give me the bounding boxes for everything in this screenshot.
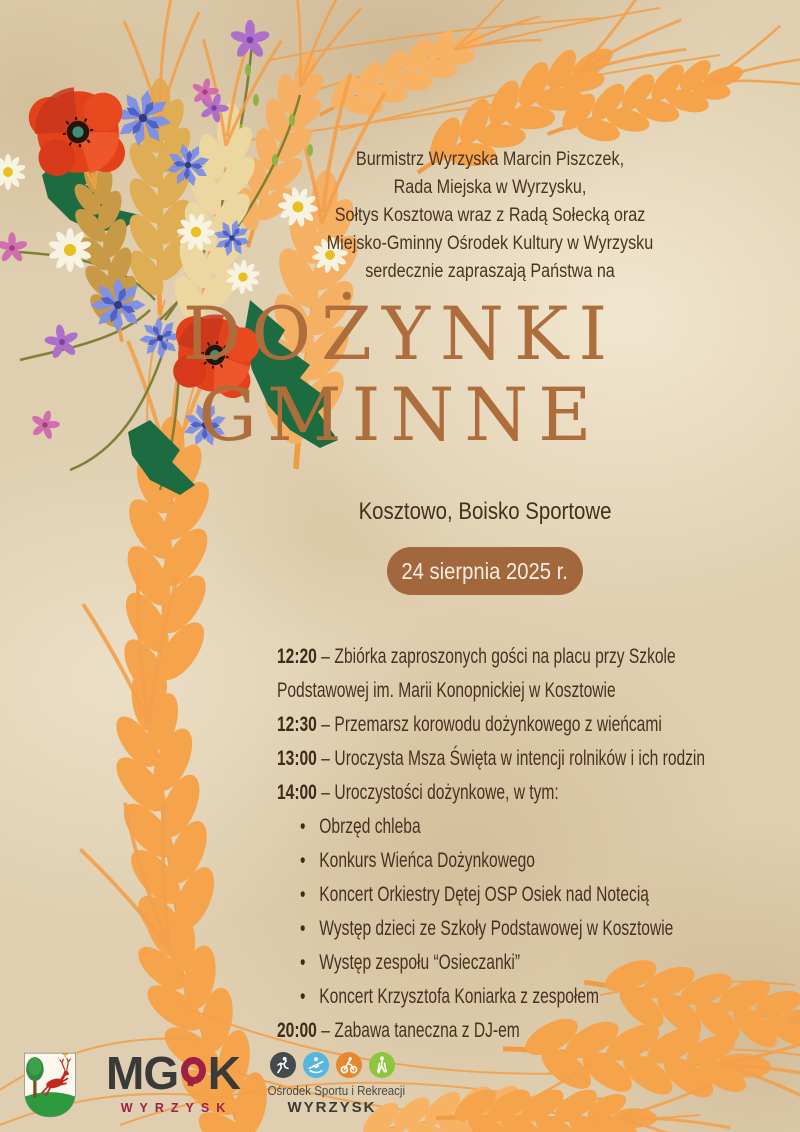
dash-separator: – xyxy=(321,781,330,804)
osir-sport-icons xyxy=(262,1052,402,1078)
schedule-text: Koncert Orkiestry Dętej OSP Osiek nad Notecią xyxy=(319,883,649,906)
schedule-item xyxy=(277,742,737,776)
schedule-list xyxy=(277,640,737,1048)
bullet-marker: • xyxy=(300,849,306,872)
schedule-text: Przemarsz korowodu dożynkowego z wieńcami xyxy=(334,713,662,736)
bullet-marker: • xyxy=(300,883,306,906)
dash-separator: – xyxy=(321,1019,330,1042)
intro-line: serdecznie zapraszają Państwa na xyxy=(365,261,615,282)
schedule-text: Zbiórka zaproszonych gości na placu przy Szkole Podstawowej im. Marii Konopnickiej w Kosztowie xyxy=(277,645,676,702)
schedule-time: 13:00 xyxy=(277,747,317,770)
bullet-marker: • xyxy=(300,917,306,940)
wyrzysk-coat-of-arms xyxy=(21,1050,79,1120)
intro-line: Miejsko-Gminny Ośrodek Kultury w Wyrzysku xyxy=(326,233,654,254)
poppy-flower xyxy=(25,81,130,182)
footer-logos xyxy=(0,1040,800,1132)
schedule-text: Konkurs Wieńca Dożynkowego xyxy=(319,849,535,872)
date-badge-text: 24 sierpnia 2025 r. xyxy=(401,557,569,584)
schedule-item xyxy=(277,844,737,878)
schedule-item xyxy=(277,776,737,810)
mgok-logo xyxy=(106,1047,240,1115)
bullet-marker: • xyxy=(300,815,306,838)
mgok-subtitle: WYRZYSK xyxy=(120,1101,233,1115)
runner-icon xyxy=(270,1052,296,1078)
schedule-text: Uroczystości dożynkowe, w tym: xyxy=(334,781,559,804)
dash-separator: – xyxy=(321,645,330,668)
intro-text xyxy=(312,146,669,286)
schedule-text: Występ zespołu “Osieczanki” xyxy=(319,951,521,974)
schedule-item xyxy=(277,878,737,912)
schedule-item xyxy=(277,810,737,844)
schedule-text: Zabawa taneczna z DJ-em xyxy=(334,1019,520,1042)
schedule-time: 12:30 xyxy=(277,713,317,736)
schedule-item xyxy=(277,708,737,742)
kayak-icon xyxy=(303,1052,329,1078)
schedule-time: 12:20 xyxy=(277,645,317,668)
dash-separator: – xyxy=(321,713,330,736)
schedule-item xyxy=(277,912,737,946)
mgok-wordmark xyxy=(106,1047,240,1099)
page-title xyxy=(0,292,800,458)
schedule-item xyxy=(277,980,737,1014)
osir-city: WYRZYSK xyxy=(287,1099,377,1116)
osir-name: Ośrodek Sportu i Rekreacji xyxy=(267,1084,406,1098)
schedule-text: Występ dzieci ze Szkoły Podstawowej w Kosztowie xyxy=(319,917,674,940)
schedule-text: Koncert Krzysztofa Koniarka z zespołem xyxy=(319,985,600,1008)
nordic-walking-icon xyxy=(369,1052,395,1078)
schedule-text: Uroczysta Msza Święta w intencji rolników i ich rodzin xyxy=(334,747,706,770)
schedule-item xyxy=(277,946,737,980)
dash-separator: – xyxy=(321,747,330,770)
schedule-item xyxy=(277,640,737,708)
schedule-text: Obrzęd chleba xyxy=(319,815,421,838)
cyclist-icon xyxy=(336,1052,362,1078)
mgok-o-mark xyxy=(181,1057,206,1084)
schedule-time: 14:00 xyxy=(277,781,317,804)
event-location: Kosztowo, Boisko Sportowe xyxy=(358,498,612,525)
title-line-1: DOŻYNKI xyxy=(182,292,618,377)
osir-logo xyxy=(262,1052,406,1116)
schedule-time: 20:00 xyxy=(277,1019,317,1042)
date-badge xyxy=(387,547,583,595)
mgok-letters-mg: MG xyxy=(106,1047,179,1099)
intro-line: Sołtys Kosztowa wraz z Radą Sołecką oraz xyxy=(334,205,646,226)
bullet-marker: • xyxy=(300,951,306,974)
bullet-marker: • xyxy=(300,985,306,1008)
mgok-letter-k: K xyxy=(207,1047,240,1099)
intro-line: Burmistrz Wyrzyska Marcin Piszczek, xyxy=(355,149,625,170)
title-line-2: GMINNE xyxy=(198,373,602,458)
intro-line: Rada Miejska w Wyrzysku, xyxy=(393,177,587,198)
